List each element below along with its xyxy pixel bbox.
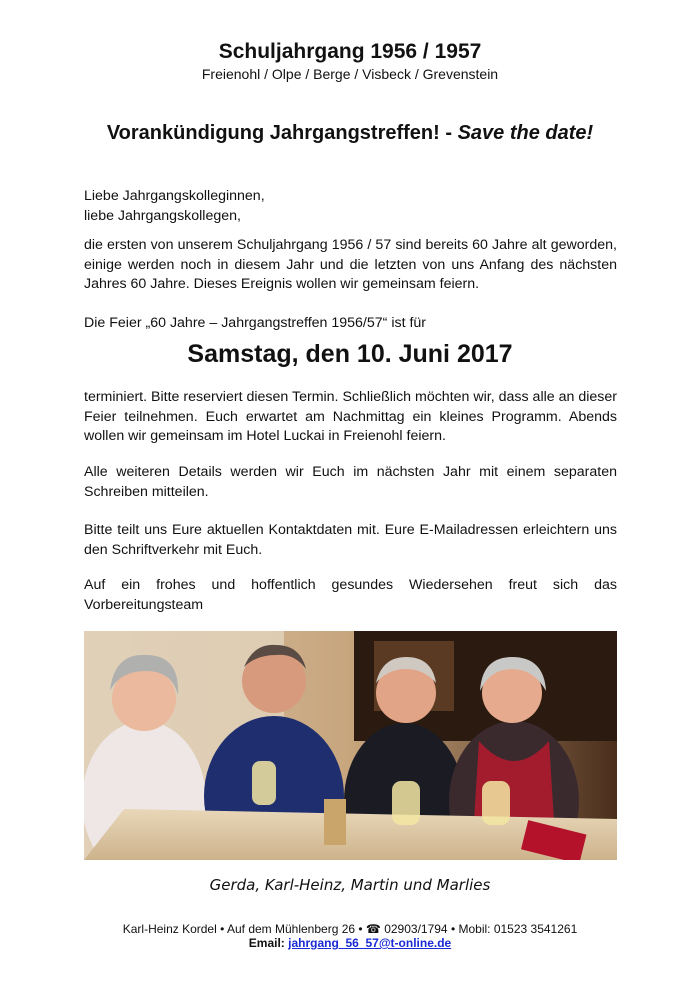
feier-paragraph: Die Feier „60 Jahre – Jahrgangstreffen 1956/57“ ist für (84, 315, 427, 331)
page-subtitle: Freienohl / Olpe / Berge / Visbeck / Grevenstein (201, 66, 499, 82)
details-paragraph: Alle weiteren Details werden wir Euch im nächsten Jahr mit einem separaten Schreiben mitteilen. (84, 464, 617, 500)
greeting (84, 187, 617, 226)
headline-main: Vorankündigung Jahrgangstreffen! - (106, 122, 458, 144)
group-photo (84, 631, 617, 860)
termin-paragraph: terminiert. Bitte reserviert diesen Termin. Schließlich möchten wir, dass alle an dieser Feier teilnehmen. Euch erwartet am Nachmittag ein kleines Programm. Abends wollen wir gemeinsam im Hotel Luckai in Freienohl feiern. (84, 389, 617, 444)
email-label-colon: : (280, 936, 289, 950)
footer-email-line (0, 936, 700, 950)
closing-paragraph: Auf ein frohes und hoffentlich gesundes Wiedersehen freut sich das Vorbereitungsteam (84, 577, 617, 613)
announcement-headline (0, 122, 700, 145)
photo-caption: Gerda, Karl-Heinz, Martin und Marlies (209, 876, 491, 894)
headline-save-the-date: Save the date! (457, 122, 594, 144)
email-label: Email (248, 936, 281, 950)
kontakt-paragraph: Bitte teilt uns Eure aktuellen Kontaktdaten mit. Eure E-Mailadressen erleichtern uns den Schriftverkehr mit Euch. (84, 522, 617, 558)
event-date: Samstag, den 10. Juni 2017 (187, 340, 513, 368)
email-link[interactable]: jahrgang_56_57@t-online.de (288, 936, 452, 950)
greeting-line-1: Liebe Jahrgangskolleginnen, (84, 188, 265, 204)
page-title: Schuljahrgang 1956 / 1957 (218, 40, 482, 63)
intro-paragraph: die ersten von unserem Schuljahrgang 1956 / 57 sind bereits 60 Jahre alt geworden, einige werden noch in diesem Jahr und die letzten von uns Anfang des nächsten Jahres 60 Jahre. Dieses Ereignis wollen wir gemeinsam feiern. (84, 237, 617, 292)
greeting-line-2: liebe Jahrgangskollegen, (84, 207, 241, 224)
footer-contact-line: Karl-Heinz Kordel • Auf dem Mühlenberg 26 • ☎ 02903/1794 • Mobil: 01523 3541261 (122, 922, 578, 936)
